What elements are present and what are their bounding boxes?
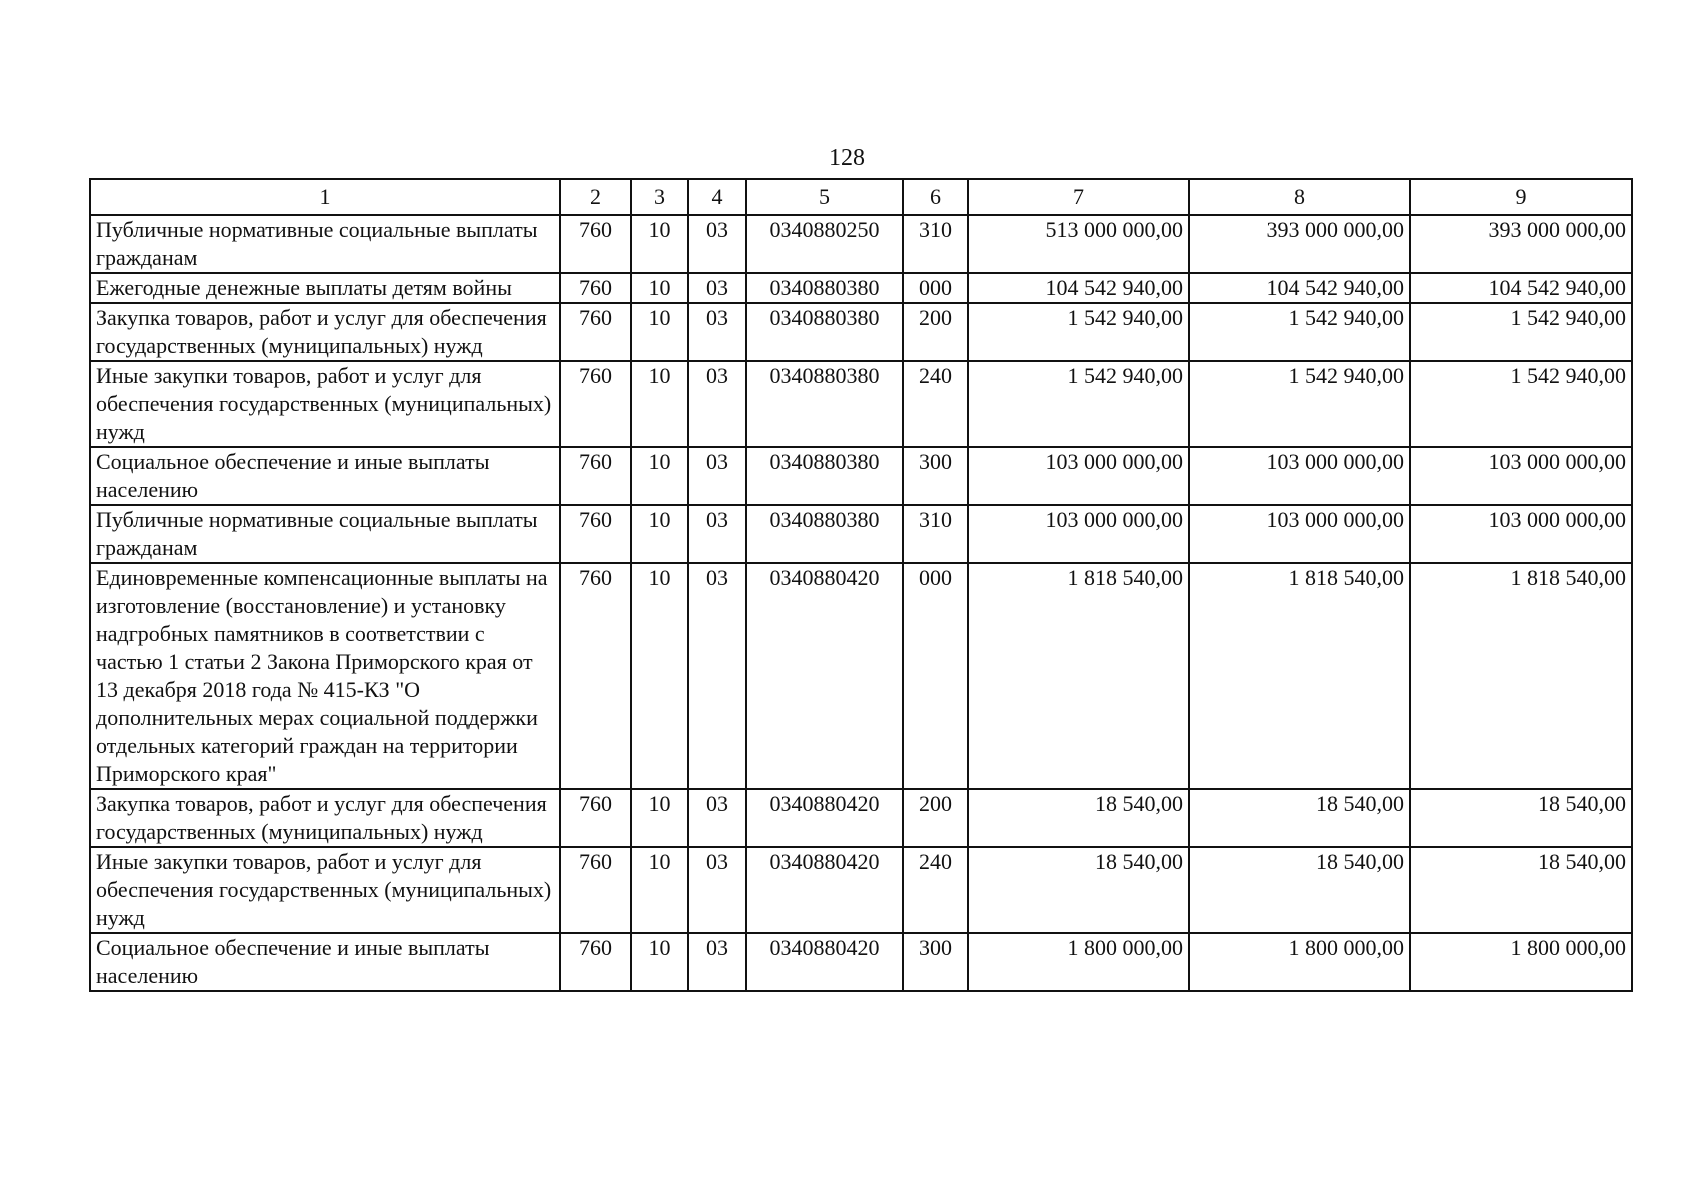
code-cell: 0340880420 — [746, 789, 903, 847]
amount-cell: 104 542 940,00 — [1410, 273, 1632, 303]
column-header: 6 — [903, 179, 968, 215]
table-row — [90, 303, 1632, 361]
code-cell: 03 — [688, 273, 746, 303]
item-name-cell: Закупка товаров, работ и услуг для обеспечения государственных (муниципальных) нужд — [90, 789, 560, 847]
code-cell: 10 — [631, 933, 688, 991]
column-header: 2 — [560, 179, 631, 215]
page-number: 128 — [829, 145, 865, 171]
table-row — [90, 361, 1632, 447]
code-cell: 03 — [688, 303, 746, 361]
table-row — [90, 789, 1632, 847]
amount-cell: 1 542 940,00 — [1410, 303, 1632, 361]
table-body — [90, 215, 1632, 991]
header-row — [90, 179, 1632, 215]
code-cell: 03 — [688, 447, 746, 505]
code-cell: 0340880420 — [746, 563, 903, 789]
item-name-cell: Публичные нормативные социальные выплаты гражданам — [90, 215, 560, 273]
amount-cell: 103 000 000,00 — [1410, 447, 1632, 505]
code-cell: 10 — [631, 789, 688, 847]
column-header: 7 — [968, 179, 1189, 215]
column-header: 9 — [1410, 179, 1632, 215]
code-cell: 0340880420 — [746, 933, 903, 991]
code-cell: 760 — [560, 361, 631, 447]
code-cell: 760 — [560, 847, 631, 933]
amount-cell: 1 800 000,00 — [1189, 933, 1410, 991]
code-cell: 0340880380 — [746, 505, 903, 563]
table-row — [90, 505, 1632, 563]
item-name-cell: Иные закупки товаров, работ и услуг для обеспечения государственных (муниципальных) нужд — [90, 847, 560, 933]
code-cell: 03 — [688, 505, 746, 563]
column-header: 1 — [90, 179, 560, 215]
code-cell: 0340880420 — [746, 847, 903, 933]
item-name-cell: Публичные нормативные социальные выплаты гражданам — [90, 505, 560, 563]
amount-cell: 393 000 000,00 — [1410, 215, 1632, 273]
amount-cell: 1 542 940,00 — [1410, 361, 1632, 447]
code-cell: 10 — [631, 563, 688, 789]
amount-cell: 18 540,00 — [1410, 789, 1632, 847]
amount-cell: 1 800 000,00 — [968, 933, 1189, 991]
code-cell: 240 — [903, 847, 968, 933]
table-row — [90, 847, 1632, 933]
amount-cell: 104 542 940,00 — [1189, 273, 1410, 303]
amount-cell: 1 542 940,00 — [1189, 361, 1410, 447]
code-cell: 240 — [903, 361, 968, 447]
code-cell: 000 — [903, 273, 968, 303]
amount-cell: 1 818 540,00 — [968, 563, 1189, 789]
code-cell: 0340880380 — [746, 361, 903, 447]
code-cell: 760 — [560, 933, 631, 991]
code-cell: 760 — [560, 447, 631, 505]
column-header: 5 — [746, 179, 903, 215]
amount-cell: 18 540,00 — [968, 789, 1189, 847]
amount-cell: 103 000 000,00 — [1410, 505, 1632, 563]
amount-cell: 1 800 000,00 — [1410, 933, 1632, 991]
code-cell: 10 — [631, 447, 688, 505]
code-cell: 10 — [631, 303, 688, 361]
code-cell: 03 — [688, 361, 746, 447]
code-cell: 310 — [903, 505, 968, 563]
table-row — [90, 215, 1632, 273]
code-cell: 200 — [903, 303, 968, 361]
table-row — [90, 447, 1632, 505]
item-name-cell: Ежегодные денежные выплаты детям войны — [90, 273, 560, 303]
column-header: 3 — [631, 179, 688, 215]
code-cell: 03 — [688, 933, 746, 991]
code-cell: 760 — [560, 273, 631, 303]
amount-cell: 104 542 940,00 — [968, 273, 1189, 303]
code-cell: 200 — [903, 789, 968, 847]
code-cell: 10 — [631, 847, 688, 933]
code-cell: 300 — [903, 447, 968, 505]
code-cell: 0340880250 — [746, 215, 903, 273]
item-name-cell: Закупка товаров, работ и услуг для обеспечения государственных (муниципальных) нужд — [90, 303, 560, 361]
code-cell: 03 — [688, 789, 746, 847]
code-cell: 03 — [688, 215, 746, 273]
code-cell: 10 — [631, 273, 688, 303]
amount-cell: 1 818 540,00 — [1189, 563, 1410, 789]
item-name-cell: Социальное обеспечение и иные выплаты населению — [90, 447, 560, 505]
amount-cell: 513 000 000,00 — [968, 215, 1189, 273]
code-cell: 300 — [903, 933, 968, 991]
amount-cell: 18 540,00 — [1189, 789, 1410, 847]
table-row — [90, 933, 1632, 991]
code-cell: 03 — [688, 563, 746, 789]
amount-cell: 1 818 540,00 — [1410, 563, 1632, 789]
code-cell: 0340880380 — [746, 303, 903, 361]
item-name-cell: Социальное обеспечение и иные выплаты населению — [90, 933, 560, 991]
code-cell: 0340880380 — [746, 273, 903, 303]
code-cell: 760 — [560, 505, 631, 563]
amount-cell: 1 542 940,00 — [968, 361, 1189, 447]
amount-cell: 103 000 000,00 — [1189, 447, 1410, 505]
code-cell: 760 — [560, 563, 631, 789]
amount-cell: 18 540,00 — [1189, 847, 1410, 933]
item-name-cell: Единовременные компенсационные выплаты на изготовление (восстановление) и установку надгробных памятников в соответствии с частью 1 статьи 2 Закона Приморского края от 13 декабря 2018 года № 415-КЗ "О дополнительных мерах социальной поддержки отдельных категорий граждан на территории Приморского края" — [90, 563, 560, 789]
amount-cell: 18 540,00 — [1410, 847, 1632, 933]
column-header: 8 — [1189, 179, 1410, 215]
code-cell: 760 — [560, 215, 631, 273]
amount-cell: 1 542 940,00 — [1189, 303, 1410, 361]
code-cell: 000 — [903, 563, 968, 789]
code-cell: 760 — [560, 789, 631, 847]
code-cell: 10 — [631, 215, 688, 273]
code-cell: 10 — [631, 505, 688, 563]
amount-cell: 393 000 000,00 — [1189, 215, 1410, 273]
amount-cell: 1 542 940,00 — [968, 303, 1189, 361]
code-cell: 760 — [560, 303, 631, 361]
amount-cell: 103 000 000,00 — [968, 505, 1189, 563]
amount-cell: 18 540,00 — [968, 847, 1189, 933]
code-cell: 0340880380 — [746, 447, 903, 505]
table-row — [90, 563, 1632, 789]
code-cell: 03 — [688, 847, 746, 933]
item-name-cell: Иные закупки товаров, работ и услуг для обеспечения государственных (муниципальных) нужд — [90, 361, 560, 447]
column-header: 4 — [688, 179, 746, 215]
code-cell: 10 — [631, 361, 688, 447]
table-row — [90, 273, 1632, 303]
code-cell: 310 — [903, 215, 968, 273]
amount-cell: 103 000 000,00 — [1189, 505, 1410, 563]
amount-cell: 103 000 000,00 — [968, 447, 1189, 505]
budget-table — [89, 178, 1633, 992]
